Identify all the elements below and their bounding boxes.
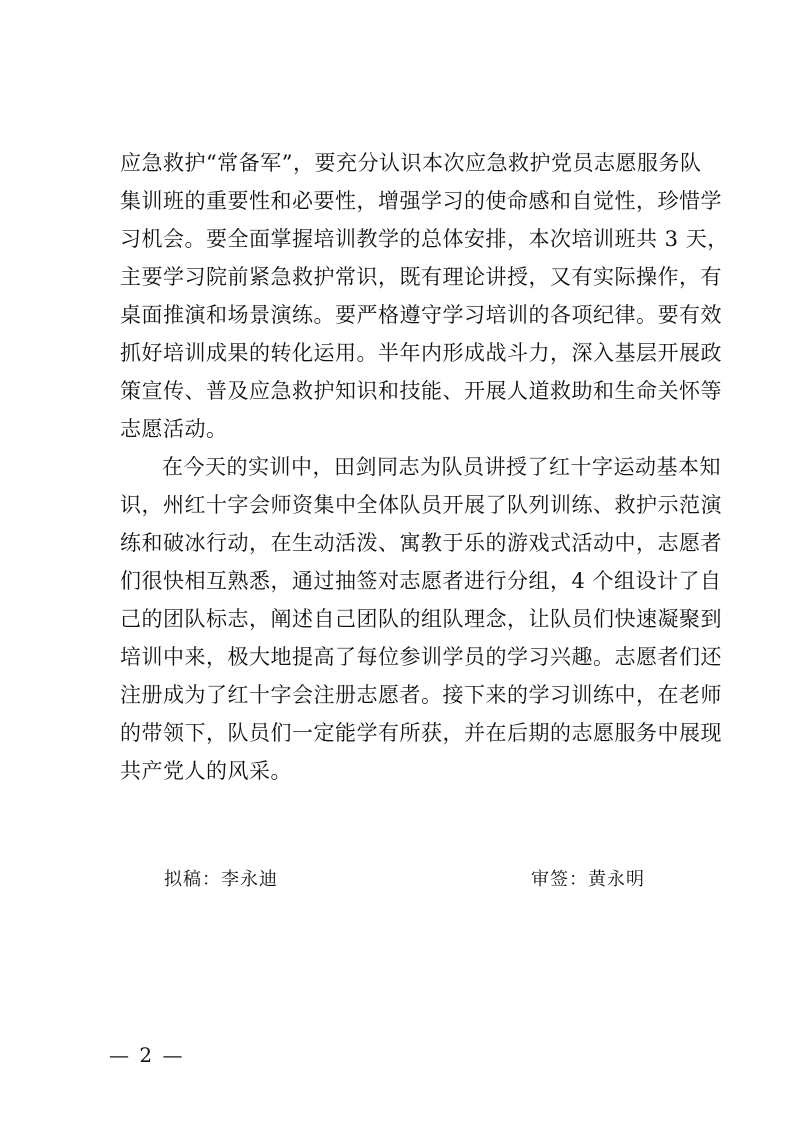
paragraph-2-line: 共产党人的风采。: [120, 759, 292, 783]
paragraph-1-line: 抓好培训成果的转化运用。半年内形成战斗力，深入基层开展政: [120, 341, 722, 365]
paragraph-1-line: 策宣传、普及应急救护知识和技能、开展人道救助和生命关怀等: [120, 379, 722, 403]
paragraph-1-line: 主要学习院前紧急救护常识，既有理论讲授，又有实际操作，有: [120, 265, 722, 289]
paragraph-2-line: 在今天的实训中，田剑同志为队员讲授了红十字运动基本知: [162, 455, 721, 479]
paragraph-2-line: 注册成为了红十字会注册志愿者。接下来的学习训练中，在老师: [120, 683, 722, 707]
paragraph-1-line: 应急救护“常备军”，要充分认识本次应急救护党员志愿服务队: [120, 151, 702, 175]
paragraph-2-line: 练和破冰行动，在生动活泼、寓教于乐的游戏式活动中，志愿者: [120, 531, 722, 555]
paragraph-2-line: 识，州红十字会师资集中全体队员开展了队列训练、救护示范演: [120, 493, 722, 517]
paragraph-2-line: 们很快相互熟悉，通过抽签对志愿者进行分组，4 个组设计了自: [120, 569, 722, 593]
paragraph-2-line: 的带领下，队员们一定能学有所获，并在后期的志愿服务中展现: [120, 721, 722, 745]
drafter-label: 拟稿：李永迪: [164, 869, 278, 890]
paragraph-2-line: 培训中来，极大地提高了每位参训学员的学习兴趣。志愿者们还: [120, 645, 722, 669]
paragraph-1-line: 志愿活动。: [120, 417, 228, 441]
reviewer-label: 审签：黄永明: [531, 869, 645, 890]
paragraph-1-line: 桌面推演和场景演练。要严格遵守学习培训的各项纪律。要有效: [120, 303, 722, 327]
paragraph-1-line: 习机会。要全面掌握培训教学的总体安排，本次培训班共 3 天，: [120, 227, 729, 251]
paragraph-2-line: 己的团队标志，阐述自己团队的组队理念，让队员们快速凝聚到: [120, 607, 722, 631]
page-number: — 2 —: [109, 1043, 185, 1067]
paragraph-1-line: 集训班的重要性和必要性，增强学习的使命感和自觉性，珍惜学: [120, 189, 722, 213]
